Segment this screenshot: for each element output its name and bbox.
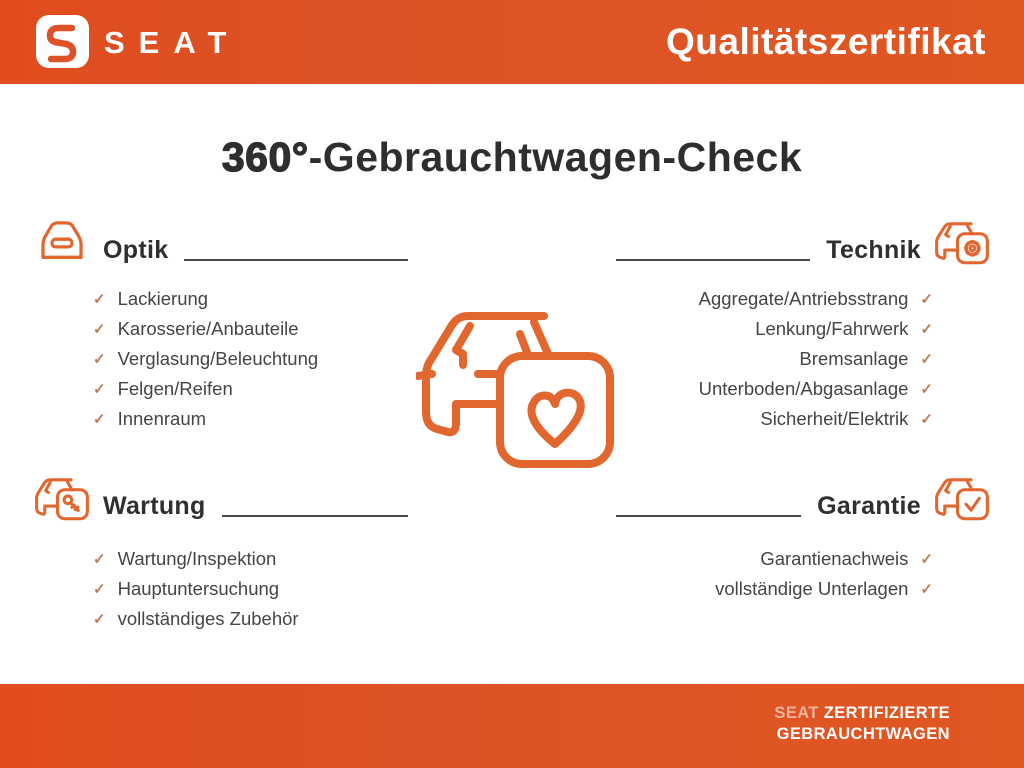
car-check-icon — [933, 472, 991, 527]
checklist-item-label: Hauptuntersuchung — [117, 578, 280, 599]
seat-logo-icon — [36, 15, 89, 68]
section-garantie-rule — [616, 515, 801, 517]
section-wartung-header — [33, 472, 408, 522]
check-icon: ✓ — [920, 551, 933, 568]
checklist-item — [616, 314, 991, 344]
seat-wordmark: SEAT — [104, 25, 241, 60]
checklist-item-label: Lackierung — [117, 288, 209, 309]
footer-bar — [0, 684, 1024, 768]
checklist-item — [616, 344, 991, 374]
page-title-strong: 360° — [221, 134, 309, 180]
check-icon: ✓ — [920, 321, 933, 338]
checklist-item-label: Sicherheit/Elektrik — [760, 408, 909, 429]
checklist-item-label: Garantienachweis — [760, 548, 909, 569]
checklist-item-label: Aggregate/Antriebsstrang — [698, 288, 909, 309]
section-technik-rule — [616, 259, 810, 261]
check-icon: ✓ — [93, 411, 106, 428]
check-icon: ✓ — [920, 581, 933, 598]
header-bar — [0, 0, 1024, 84]
checklist-item — [616, 284, 991, 314]
checklist-item — [33, 314, 408, 344]
section-optik-header — [33, 216, 408, 266]
checklist-item — [616, 574, 991, 604]
section-garantie-header — [616, 472, 991, 522]
section-wartung-items — [33, 544, 408, 634]
checklist-item-label: Felgen/Reifen — [117, 378, 233, 399]
section-optik-items — [33, 284, 408, 434]
checklist-item-label: Verglasung/Beleuchtung — [117, 348, 319, 369]
section-optik-rule — [184, 259, 408, 261]
section-garantie — [616, 472, 991, 604]
footer-line2: GEBRAUCHTWAGEN — [776, 725, 950, 743]
checklist-item — [33, 604, 408, 634]
footer-brand: SEAT — [774, 704, 819, 722]
check-icon: ✓ — [93, 581, 106, 598]
checklist-item-label: vollständige Unterlagen — [715, 578, 909, 599]
checklist-item — [33, 404, 408, 434]
check-icon: ✓ — [920, 381, 933, 398]
check-icon: ✓ — [93, 351, 106, 368]
section-technik-header — [616, 216, 991, 266]
check-icon: ✓ — [93, 551, 106, 568]
car-heart-icon — [416, 294, 616, 474]
section-technik-items — [616, 284, 991, 434]
checklist-item — [33, 284, 408, 314]
checklist-item — [33, 544, 408, 574]
checklist-item — [616, 404, 991, 434]
check-icon: ✓ — [93, 321, 106, 338]
section-technik — [616, 216, 991, 434]
page-title-rest: -Gebrauchtwagen-Check — [308, 134, 803, 180]
checklist-item — [33, 574, 408, 604]
checklist-item-label: Wartung/Inspektion — [117, 548, 277, 569]
check-icon: ✓ — [920, 411, 933, 428]
checklist-item — [33, 374, 408, 404]
section-garantie-title: Garantie — [817, 492, 921, 520]
check-icon: ✓ — [93, 611, 106, 628]
section-wartung — [33, 472, 408, 634]
page-title — [0, 134, 1024, 181]
car-front-icon — [33, 216, 91, 271]
check-icon: ✓ — [920, 351, 933, 368]
section-garantie-items — [616, 544, 991, 604]
checklist-item-label: Lenkung/Fahrwerk — [755, 318, 909, 339]
section-optik — [33, 216, 408, 434]
car-key-icon — [33, 472, 91, 527]
checklist-item-label: Bremsanlage — [799, 348, 909, 369]
section-wartung-rule — [222, 515, 408, 517]
section-wartung-title: Wartung — [103, 492, 206, 520]
car-gear-icon — [933, 216, 991, 271]
checklist-item — [616, 374, 991, 404]
checklist-item-label: Unterboden/Abgasanlage — [698, 378, 909, 399]
footer-text — [774, 703, 950, 745]
checklist-item-label: vollständiges Zubehör — [117, 608, 299, 629]
footer-line1-rest: ZERTIFIZIERTE — [823, 704, 950, 722]
section-optik-title: Optik — [103, 236, 169, 264]
footer-line1 — [774, 703, 950, 724]
check-icon: ✓ — [920, 291, 933, 308]
section-technik-title: Technik — [826, 236, 921, 264]
header-title: Qualitätszertifikat — [666, 21, 986, 62]
check-icon: ✓ — [93, 381, 106, 398]
checklist-item-label: Karosserie/Anbauteile — [117, 318, 299, 339]
checklist-item-label: Innenraum — [117, 408, 207, 429]
checklist-item — [616, 544, 991, 574]
checklist-item — [33, 344, 408, 374]
check-icon: ✓ — [93, 291, 106, 308]
